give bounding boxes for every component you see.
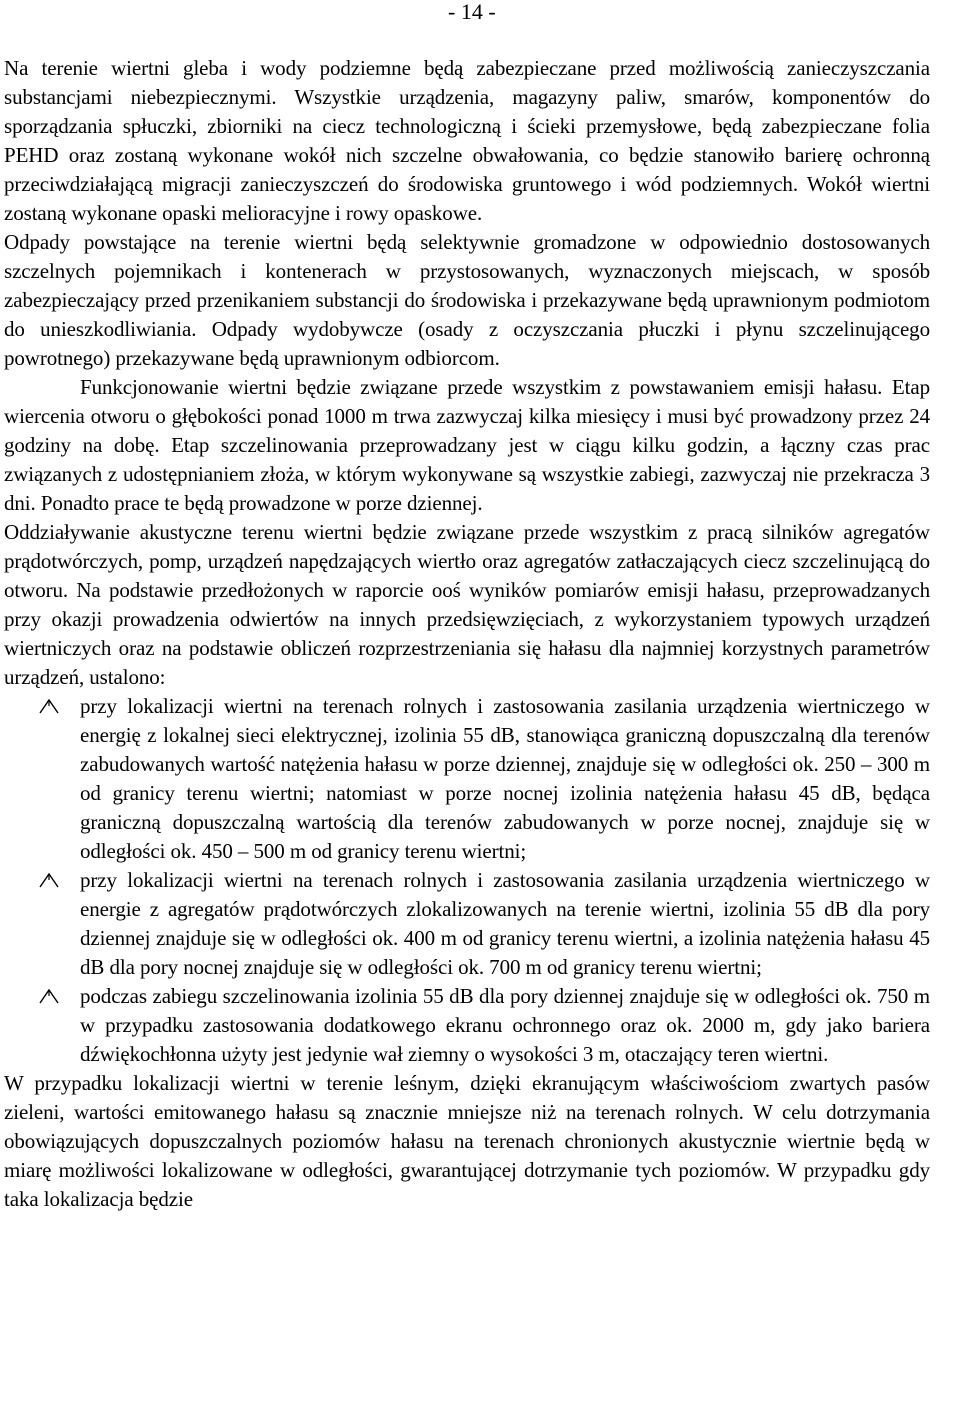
list-item-text: podczas zabiegu szczelinowania izolinia 55 dB dla pory dziennej znajduje się w odległości ok. 750 m w przypadku zastosowania dodatkowego ekranu ochronnego oraz ok. 2000 m, gdy jako bariera dźwiękochłonna użyty jest jedynie wał ziemny o wysokości 3 m, otaczający teren wiertni. xyxy=(80,984,930,1066)
paragraph-waste: Odpady powstające na terenie wiertni będą selektywnie gromadzone w odpowiednio dostosowanych szczelnych pojemnikach i kontenerach w przystosowanych, wyznaczonych miejscach, w sposób zabezpieczający przed przenikaniem substancji do środowiska i przekazywane będą uprawnionym podmiotom do unieszkodliwiania. Odpady wydobywcze (osady z oczyszczania płuczki i płynu szczelinującego powrotnego) przekazywane będą uprawnionym odbiorcom. xyxy=(4,230,930,370)
caret-arrow-icon xyxy=(38,696,60,716)
paragraph-acoustic-impact: Oddziaływanie akustyczne terenu wiertni będzie związane przede wszystkim z pracą silników agregatów prądotwórczych, pomp, urządzeń napędzających wiertło oraz agregatów zatłaczających ciecz szczelinującą do otworu. Na podstawie przedłożonych w raporcie ooś wyników pomiarów emisji hałasu, przeprowadzanych przy okazji prowadzenia odwiertów na innych przedsięwzięciach, z wykorzystaniem typowych urządzeń wiertniczych oraz na podstawie obliczeń rozprzestrzeniania się hałasu dla najmniej korzystnych parametrów urządzeń, ustalono: xyxy=(4,520,930,689)
paragraph-forest-location: W przypadku lokalizacji wiertni w terenie leśnym, dzięki ekranującym właściwościom zwartych pasów zieleni, wartości emitowanego hałasu są znacznie mniejsze niż na terenach rolnych. W celu dotrzymania obowiązujących dopuszczalnych poziomów hałasu na terenach chronionych akustycznie wiertnie będą w miarę możliwości lokalizowane w odległości, gwarantującej dotrzymanie tych poziomów. W przypadku gdy taka lokalizacja będzie xyxy=(4,1071,930,1211)
paragraph-soil-protection: Na terenie wiertni gleba i wody podziemne będą zabezpieczane przed możliwością zanieczyszczania substancjami niebezpiecznymi. Wszystkie urządzenia, magazyny paliw, smarów, komponentów do sporządzania spłuczki, zbiorniki na ciecz technologiczną i ścieki przemysłowe, będą zabezpieczane folia PEHD oraz zostaną wykonane wokół nich szczelne obwałowania, co będzie stanowiło barierę ochronną przeciwdziałającą migracji zanieczyszczeń do środowiska gruntowego i wód podziemnych. Wokół wiertni zostaną wykonane opaski melioracyjne i rowy opaskowe. xyxy=(4,56,930,225)
caret-arrow-icon xyxy=(38,870,60,890)
list-item xyxy=(4,692,930,866)
paragraph-noise-emission: Funkcjonowanie wiertni będzie związane przede wszystkim z powstawaniem emisji hałasu. Etap wiercenia otworu o głębokości ponad 1000 m trwa zazwyczaj kilka miesięcy i musi być prowadzony przez 24 godziny na dobę. Etap szczelinowania przeprowadzany jest w ciągu kilku godzin, a łączny czas prac związanych z udostępnianiem złoża, w którym wykonywane są wszystkie zabiegi, zazwyczaj nie przekracza 3 dni. Ponadto prace te będą prowadzone w porze dziennej. xyxy=(4,375,930,515)
list-item xyxy=(4,982,930,1069)
list-item-text: przy lokalizacji wiertni na terenach rolnych i zastosowania zasilania urządzenia wiertniczego w energie z agregatów prądotwórczych zlokalizowanych na terenie wiertni, izolinia 55 dB dla pory dziennej znajduje się w odległości ok. 400 m od granicy terenu wiertni, a izolinia natężenia hałasu 45 dB dla pory nocnej znajduje się w odległości ok. 700 m od granicy terenu wiertni; xyxy=(80,868,930,979)
caret-arrow-icon xyxy=(38,986,60,1006)
findings-list xyxy=(4,692,930,1069)
list-item xyxy=(4,866,930,982)
list-item-text: przy lokalizacji wiertni na terenach rolnych i zastosowania zasilania urządzenia wiertniczego w energię z lokalnej sieci elektrycznej, izolinia 55 dB, stanowiąca graniczną dopuszczalną dla terenów zabudowanych wartość natężenia hałasu w porze dziennej, znajduje się w odległości ok. 250 – 300 m od granicy terenu wiertni; natomiast w porze nocnej izolinia natężenia hałasu 45 dB, będąca graniczną dopuszczalną wartością dla terenów zabudowanych w porze nocnej, znajduje się w odległości ok. 450 – 500 m od granicy terenu wiertni; xyxy=(80,694,930,863)
document-body xyxy=(4,54,930,1214)
page-number: - 14 - xyxy=(448,0,496,24)
